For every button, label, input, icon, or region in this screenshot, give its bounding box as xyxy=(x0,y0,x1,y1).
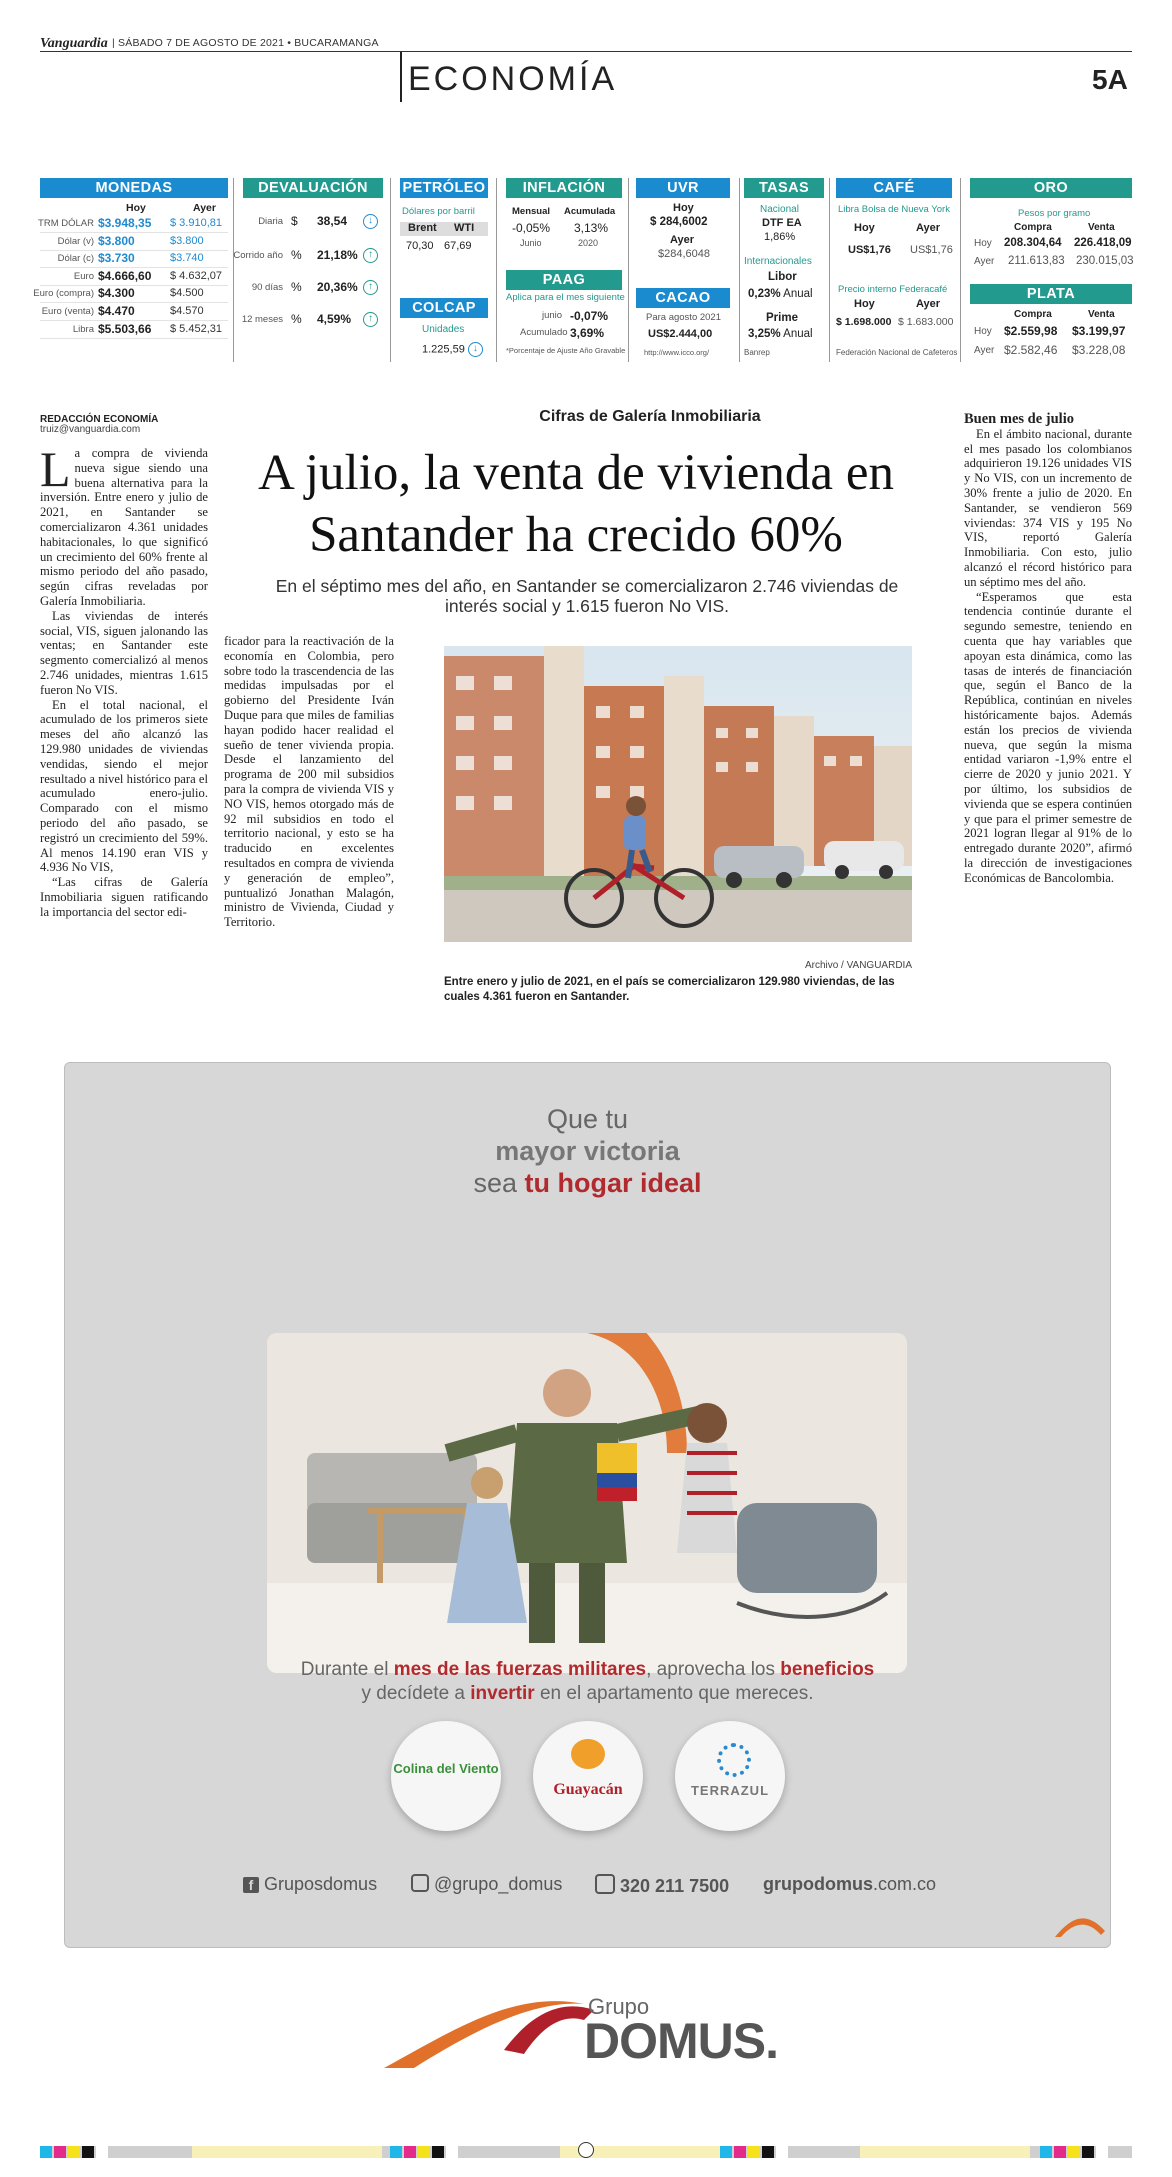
row-hoy-value: $5.503,66 xyxy=(98,321,152,336)
paag-junio-value: -0,07% xyxy=(570,309,609,323)
colina-del-viento-logo[interactable]: Colina del Viento xyxy=(391,1721,501,1831)
tasas-title: TASAS xyxy=(744,178,824,198)
page-number: 5A xyxy=(1092,64,1128,95)
prime-label: Prime xyxy=(766,312,798,324)
paag-table xyxy=(506,270,626,355)
plata-compra-label: Compra xyxy=(1014,309,1052,320)
paragraph: ficador para la reactivación de la economía en Colombia, pero sobre todo la trascendencia de las medidas impulsadas por el gobierno del Presidente Iván Duque para que miles de familias hayan podido hacer realidad el sueño de tener vivienda propia. Desde el lanzamiento del programa de 200 mil subsidios para la compra de vivienda VIS y NO VIS, hemos otorgado más de 92 mil subsidios en todo el territorio nacional, y esto se ha traducido en excelentes resultados en compra de vivienda y generación de empleo”, puntualizó Jonathan Malagón, ministro de Vivienda, Ciudad y Territorio. xyxy=(224,634,394,930)
cafe-int-hoy: $ 1.698.000 xyxy=(836,316,892,328)
colcap-value: 1.225,59 ↓ xyxy=(422,342,483,357)
cafe-source: Federación Nacional de Cafeteros xyxy=(836,348,958,357)
row-label: Dólar (c) xyxy=(57,253,94,265)
paragraph: Las viviendas de interés social, VIS, siguen jalonando las ventas; en Santander este segmento comercializó al menos 2.746 unidades, mientras 1.615 fueron No VIS. xyxy=(40,608,208,697)
plata-title: PLATA xyxy=(970,284,1132,304)
row-label: Diaria xyxy=(258,216,283,227)
cafe-hoy-label2: Hoy xyxy=(854,298,875,310)
photo-caption: Entre enero y julio de 2021, en el país se comercializaron 129.980 viviendas, de las cuales 4.361 fueron en Santander. xyxy=(444,976,895,1003)
cafe-ny-hoy: US$1,76 xyxy=(848,244,891,256)
table-row xyxy=(40,234,228,251)
domus-logo-swoosh xyxy=(384,1990,604,2070)
dtf-label: DTF EA xyxy=(762,217,802,229)
byline: REDACCIÓN ECONOMÍA xyxy=(40,414,159,425)
oro-ayer-venta: 230.015,03 xyxy=(1076,255,1134,267)
cacao-table xyxy=(636,288,730,357)
color-swatch xyxy=(418,2146,430,2158)
section-divider xyxy=(400,52,402,102)
oro-ayer-label: Ayer xyxy=(974,256,995,267)
kicker: Cifras de Galería Inmobiliaria xyxy=(539,408,761,425)
row-hoy-value: $4.666,60 xyxy=(98,268,152,283)
ad-body-line-1: Durante el mes de las fuerzas militares, aprovecha los beneficios xyxy=(300,1659,875,1680)
plata-hoy-venta: $3.199,97 xyxy=(1072,324,1126,338)
ad-scene-image xyxy=(267,1333,907,1673)
author-email: truiz@vanguardia.com xyxy=(40,424,141,435)
cacao-value: US$2.444,00 xyxy=(648,328,713,340)
row-hoy-value: $4.300 xyxy=(98,286,135,301)
edition-date: | SÁBADO 7 DE AGOSTO DE 2021 • BUCARAMANGA xyxy=(112,37,379,49)
plata-ayer-venta: $3.228,08 xyxy=(1072,343,1126,357)
plata-ayer-compra: $2.582,46 xyxy=(1004,343,1058,357)
row-ayer-value: $3.800 xyxy=(170,234,204,247)
monedas-title: MONEDAS xyxy=(40,178,228,198)
acumulada-label: Acumulada xyxy=(564,206,616,217)
table-row xyxy=(33,286,228,303)
color-swatch xyxy=(860,2146,1030,2158)
wti-label: WTI xyxy=(454,222,475,234)
mensual-value: -0,05% xyxy=(512,221,551,235)
devaluacion-table xyxy=(233,178,383,326)
row-hoy-value: $3.800 xyxy=(98,233,135,248)
cafe-ny-ayer: US$1,76 xyxy=(910,244,953,256)
phone-link[interactable]: 320 211 7500 xyxy=(595,1874,729,1897)
divider xyxy=(496,178,497,362)
arrow-down-icon: ↓ xyxy=(468,342,483,357)
row-unit: % xyxy=(291,248,302,262)
table-row xyxy=(40,216,228,233)
table-row xyxy=(40,322,228,339)
article-photo xyxy=(444,646,912,942)
color-swatch xyxy=(40,2146,52,2158)
colcap-title: COLCAP xyxy=(400,298,488,318)
cacao-source: http://www.icco.org/ xyxy=(644,348,710,357)
row-value: 4,59% xyxy=(317,312,352,326)
paag-acum-value: 3,69% xyxy=(570,326,605,340)
paragraph: En el total nacional, el acumulado de los primeros siete meses del año alcanzó las 129.980 unidades de viviendas vendidas, siendo el mejor resultado a nivel histórico para el acumulado enero-julio. Comparado con el mismo periodo del año pasado, se registró un crecimiento del 59%. Al menos 14.190 eran VIS y 4.936 No VIS, xyxy=(40,697,208,875)
uvr-hoy-value: $ 284,6002 xyxy=(650,216,708,228)
instagram-icon xyxy=(411,1874,429,1892)
color-swatch xyxy=(404,2146,416,2158)
cafe-hoy-label: Hoy xyxy=(854,222,875,234)
oro-venta-label: Venta xyxy=(1088,222,1115,233)
cafe-title: CAFÉ xyxy=(836,178,952,198)
cacao-sub: Para agosto 2021 xyxy=(646,312,722,323)
cafe-ayer-label: Ayer xyxy=(916,222,941,234)
sidebar-title: Buen mes de julio xyxy=(964,411,1074,427)
row-value: 20,36% xyxy=(317,280,358,294)
petroleo-sub: Dólares por barril xyxy=(402,206,475,217)
plata-ayer-label: Ayer xyxy=(974,345,995,356)
color-swatch xyxy=(1068,2146,1080,2158)
uvr-title: UVR xyxy=(636,178,730,198)
row-hoy-value: $3.948,35 xyxy=(98,216,152,230)
divider xyxy=(233,178,234,362)
color-swatch xyxy=(446,2146,458,2158)
divider xyxy=(960,178,961,362)
uvr-hoy-label: Hoy xyxy=(673,202,694,214)
crosshair-icon xyxy=(578,2142,594,2158)
row-ayer-value: $ 3.910,81 xyxy=(170,217,222,229)
colcap-sub: Unidades xyxy=(422,324,465,335)
ad-headline-1: Que tu xyxy=(546,1104,629,1134)
acumulada-value: 3,13% xyxy=(574,221,609,235)
oro-ayer-compra: 211.613,83 xyxy=(1008,255,1065,267)
row-hoy-value: $3.730 xyxy=(98,251,135,266)
divider xyxy=(628,178,629,362)
plata-hoy-label: Hoy xyxy=(974,326,992,337)
brent-label: Brent xyxy=(408,222,437,234)
logo-grupo-text: Grupo xyxy=(588,1994,650,2019)
row-label: Dólar (v) xyxy=(57,235,94,247)
cacao-title: CACAO xyxy=(636,288,730,308)
color-swatch xyxy=(432,2146,444,2158)
libor-label: Libor xyxy=(768,271,797,283)
arrow-up-icon: ↑ xyxy=(363,248,378,263)
cafe-sub2: Precio interno Federacafé xyxy=(838,284,948,295)
table-row xyxy=(243,280,383,298)
petroleo-title: PETRÓLEO xyxy=(400,178,488,198)
oro-sub: Pesos por gramo xyxy=(1018,208,1091,219)
paragraph: “Esperamos que esta tendencia continúe durante el segundo semestre, teniendo en cuenta que hay variables que apoyan esta dinámica, como las tasas de interés de financiación que, según el Banco de la República, continúan en niveles históricamente bajos. Además están los precios de vivienda nueva, que según la misma entidad variaron -1,9% entre el cierre de 2020 y junio 2021. Y por último, los subsidios de vivienda que se espera continúen y que para el primer semestre de 2021 logran llegar al 91% de lo entregado durante 2020”, afirmó la dirección de investigaciones Económicas de Bancolombia. xyxy=(964,589,1132,885)
row-label: Euro (venta) xyxy=(41,306,94,317)
divider xyxy=(829,178,830,362)
color-swatch xyxy=(1082,2146,1094,2158)
color-swatch xyxy=(390,2146,402,2158)
paragraph: En el ámbito nacional, durante el mes pasado los colombianos adquirieron 19.126 unidades VIS y No VIS, con un incremento de 30% frente a julio de 2020. En Santander, se vendieron 569 viviendas: 374 VIS y 195 No VIS, reportó Galería Inmobiliaria. Con esto, julio alcanzó el récord histórico para un séptimo mes del año. xyxy=(964,426,1132,589)
arrow-up-icon: ↑ xyxy=(363,280,378,295)
row-label: 12 meses xyxy=(241,314,283,325)
drop-cap: L xyxy=(40,441,71,497)
color-swatch xyxy=(1054,2146,1066,2158)
row-label: Corrido año xyxy=(233,250,283,261)
row-label: Euro xyxy=(73,270,94,282)
tasas-source: Banrep xyxy=(744,348,770,357)
oro-hoy-label: Hoy xyxy=(974,238,992,249)
row-unit: % xyxy=(291,280,302,294)
color-swatch xyxy=(54,2146,66,2158)
libor-value: 0,23% Anual xyxy=(748,288,813,300)
colcap-table xyxy=(400,298,488,356)
paragraph: “Las cifras de Galería Inmobiliaria siguen ratificando la importancia del sector edi- xyxy=(40,875,208,919)
facebook-icon: f xyxy=(243,1877,259,1893)
row-ayer-value: $4.500 xyxy=(170,287,204,300)
color-swatch xyxy=(748,2146,760,2158)
tasas-internacionales: Internacionales xyxy=(744,256,812,267)
headline: A julio, la venta de vivienda en Santander ha crecido 60% xyxy=(258,445,894,563)
table-row xyxy=(243,312,383,330)
row-ayer-value: $ 5.452,31 xyxy=(170,322,222,335)
arrow-down-icon: ↓ xyxy=(363,214,378,229)
oro-hoy-compra: 208.304,64 xyxy=(1004,237,1062,249)
table-row xyxy=(40,269,228,286)
inflacion-table xyxy=(506,178,622,248)
row-label: 90 días xyxy=(251,282,283,293)
paag-title: PAAG xyxy=(506,270,622,290)
table-row xyxy=(233,248,383,266)
uvr-table xyxy=(636,178,730,260)
row-ayer-value: $3.740 xyxy=(170,252,204,265)
color-swatch xyxy=(68,2146,80,2158)
paag-note: *Porcentaje de Ajuste Año Gravable xyxy=(506,346,626,355)
color-swatch xyxy=(734,2146,746,2158)
col-hoy: Hoy xyxy=(126,202,146,214)
paag-sub: Aplica para el mes siguiente xyxy=(506,292,625,303)
devaluacion-title: DEVALUACIÓN xyxy=(243,178,383,198)
logo-domus-text: DOMUS. xyxy=(584,2013,778,2069)
housing-photo-illustration xyxy=(444,646,912,942)
oro-compra-label: Compra xyxy=(1014,222,1052,233)
plata-hoy-compra: $2.559,98 xyxy=(1004,324,1058,338)
brent-value: 70,30 xyxy=(406,240,434,252)
arrow-up-icon: ↑ xyxy=(363,312,378,327)
color-swatch xyxy=(720,2146,732,2158)
oro-hoy-venta: 226.418,09 xyxy=(1074,237,1132,249)
row-label: Libra xyxy=(72,323,94,335)
petroleo-table xyxy=(400,178,488,252)
photo-credit: Archivo / VANGUARDIA xyxy=(804,960,912,971)
row-unit: $ xyxy=(291,214,298,228)
paag-acum-label: Acumulado xyxy=(520,327,568,338)
color-swatch xyxy=(762,2146,774,2158)
tree-icon xyxy=(571,1739,605,1769)
tasas-table xyxy=(744,178,824,357)
color-swatch xyxy=(82,2146,94,2158)
acumulada-period: 2020 xyxy=(578,238,599,248)
col-ayer: Ayer xyxy=(193,202,216,214)
color-swatch xyxy=(1040,2146,1052,2158)
plata-table xyxy=(970,284,1132,357)
row-label: TRM DÓLAR xyxy=(38,218,94,229)
row-value: 21,18% xyxy=(317,248,358,262)
row-unit: % xyxy=(291,312,302,326)
sun-icon xyxy=(717,1743,751,1777)
table-row xyxy=(40,251,228,268)
family-reunion-illustration xyxy=(267,1333,907,1673)
color-swatch xyxy=(1096,2146,1108,2158)
paag-junio-label: junio xyxy=(542,310,563,321)
cafe-sub1: Libra Bolsa de Nueva York xyxy=(838,204,950,215)
prime-value: 3,25% Anual xyxy=(748,328,813,340)
brand-name: Vanguardia xyxy=(40,36,108,51)
paragraph: a compra de vivienda nueva sigue siendo una buena alternativa para la inversión. Entre enero y julio de 2021, en Santander se comercializaron 4.361 unidades habitacionales, lo que significó un crecimiento del 60% frente al mismo periodo del año pasado, según cifras reveladas por Galería Inmobiliaria. xyxy=(40,446,208,608)
ad-headline-2: mayor victoria xyxy=(495,1136,680,1166)
advertisement xyxy=(64,1062,1111,1948)
table-row xyxy=(40,304,228,321)
uvr-ayer-value: $284,6048 xyxy=(658,248,710,260)
mensual-label: Mensual xyxy=(512,206,551,217)
instagram-link[interactable]: @grupo_domus xyxy=(411,1874,562,1895)
sidebar-column xyxy=(964,412,1132,886)
uvr-ayer-label: Ayer xyxy=(670,234,695,246)
brand-swoosh-icon xyxy=(1055,1909,1105,1939)
guayacan-logo[interactable]: Guayacán xyxy=(533,1721,643,1831)
row-value: 38,54 xyxy=(317,214,348,228)
oro-table xyxy=(970,178,1134,267)
oro-title: ORO xyxy=(970,178,1132,198)
divider xyxy=(739,178,740,362)
article-column-2 xyxy=(224,634,394,930)
table-row xyxy=(243,214,383,232)
section-title: ECONOMÍA xyxy=(408,60,618,98)
website-link[interactable]: grupodomus.com.co xyxy=(763,1874,937,1894)
ad-body-line-2: y decídete a invertir en el apartamento que mereces. xyxy=(361,1683,814,1704)
article-column-1 xyxy=(40,441,208,920)
monedas-table xyxy=(33,178,228,336)
terrazul-logo[interactable]: TERRAZUL xyxy=(675,1721,785,1831)
wti-value: 67,69 xyxy=(444,240,472,252)
facebook-link[interactable]: f Gruposdomus xyxy=(243,1874,377,1895)
row-label: Euro (compra) xyxy=(33,288,94,300)
plata-venta-label: Venta xyxy=(1088,309,1115,320)
row-ayer-value: $4.570 xyxy=(170,305,204,317)
tasas-nacional: Nacional xyxy=(760,204,799,215)
color-swatch xyxy=(96,2146,108,2158)
dtf-value: 1,86% xyxy=(764,231,796,243)
inflacion-title: INFLACIÓN xyxy=(506,178,622,198)
cafe-int-ayer: $ 1.683.000 xyxy=(898,316,954,328)
row-ayer-value: $ 4.632,07 xyxy=(170,269,222,282)
header-rule xyxy=(40,51,1132,52)
subheadline: En el séptimo mes del año, en Santander se comercializaron 2.746 viviendas de interés social y 1.615 fueron No VIS. xyxy=(275,576,899,616)
cafe-table xyxy=(836,178,958,357)
row-hoy-value: $4.470 xyxy=(98,304,135,318)
color-swatch xyxy=(776,2146,788,2158)
divider xyxy=(390,178,391,362)
ad-headline-3: sea tu hogar ideal xyxy=(473,1168,702,1198)
whatsapp-icon xyxy=(595,1874,615,1894)
cafe-ayer-label2: Ayer xyxy=(916,298,941,310)
mensual-period: Junio xyxy=(520,238,542,248)
color-swatch xyxy=(192,2146,382,2158)
